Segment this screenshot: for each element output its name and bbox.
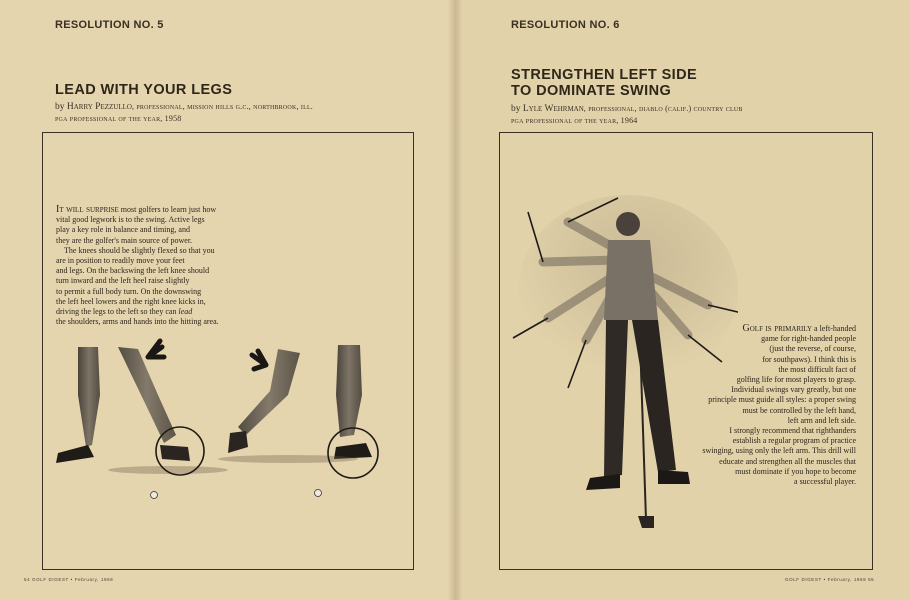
golfer-head: [616, 212, 640, 236]
article-body-left: It will surprise most golfers to learn just how vital good legwork is to the swing. Active legs play a key role in balance and timing, and they are the golfer's main source of power. The knees should be slightly flexed so that you are in position to readily move your feet and legs. On the backswing the left knee should turn inward and the left heel raise slightly to permit a full body turn. On the downswing the left heel lowers and the right knee kicks in, driving the legs to the left so they can lead the shoulders, arms and hands into the hitting area.: [56, 204, 219, 327]
byline-right: by Lyle Wehrman, professional, diablo (calif.) country club pga professional of the year, 1964: [511, 104, 743, 125]
arrow-icon: [252, 351, 266, 369]
author-name-right: Lyle Wehrman: [522, 104, 584, 114]
page-gutter: [448, 0, 462, 600]
golfer-sweater: [604, 240, 658, 320]
golf-ball-icon: [315, 490, 322, 497]
resolution-label-5: RESOLUTION NO. 5: [55, 19, 164, 31]
page-footer-left: 54 GOLF DIGEST • February, 1969: [24, 577, 114, 582]
article-body-right: Golf is primarily a left-handed game for right-handed people (just the reverse, of course, for southpaws). I think this is the most difficult fact of golfing life for most players to grasp. Individual swings vary greatly, but one principle must guide all styles: a proper swing must be controlled by the left hand, left arm and left side. I strongly recommend that righthanders establish a regular program of practice swinging, using only the left arm. This drill will educate and strengthen all the muscles that must dominate if you hope to become a successful player.: [702, 323, 856, 487]
resolution-label-6: RESOLUTION NO. 6: [511, 19, 620, 31]
golf-ball-icon: [151, 492, 158, 499]
byline-left: by Harry Pezzullo, professional, mission hills g.c., northbrook, ill. pga professional of the year, 1958: [55, 102, 314, 123]
article-title-right: STRENGTHEN LEFT SIDE TO DOMINATE SWING: [511, 67, 698, 99]
golfer-left-leg: [604, 320, 628, 477]
downswing-legs-figure: [218, 345, 378, 497]
arrow-icon: [148, 341, 164, 357]
page-footer-right: GOLF DIGEST • February, 1969 55: [785, 577, 875, 582]
article-title-left: LEAD WITH YOUR LEGS: [55, 82, 233, 98]
legwork-illustration: [48, 335, 388, 505]
author-name-left: Harry Pezzullo: [66, 102, 132, 112]
backswing-legs-figure: [56, 341, 228, 499]
